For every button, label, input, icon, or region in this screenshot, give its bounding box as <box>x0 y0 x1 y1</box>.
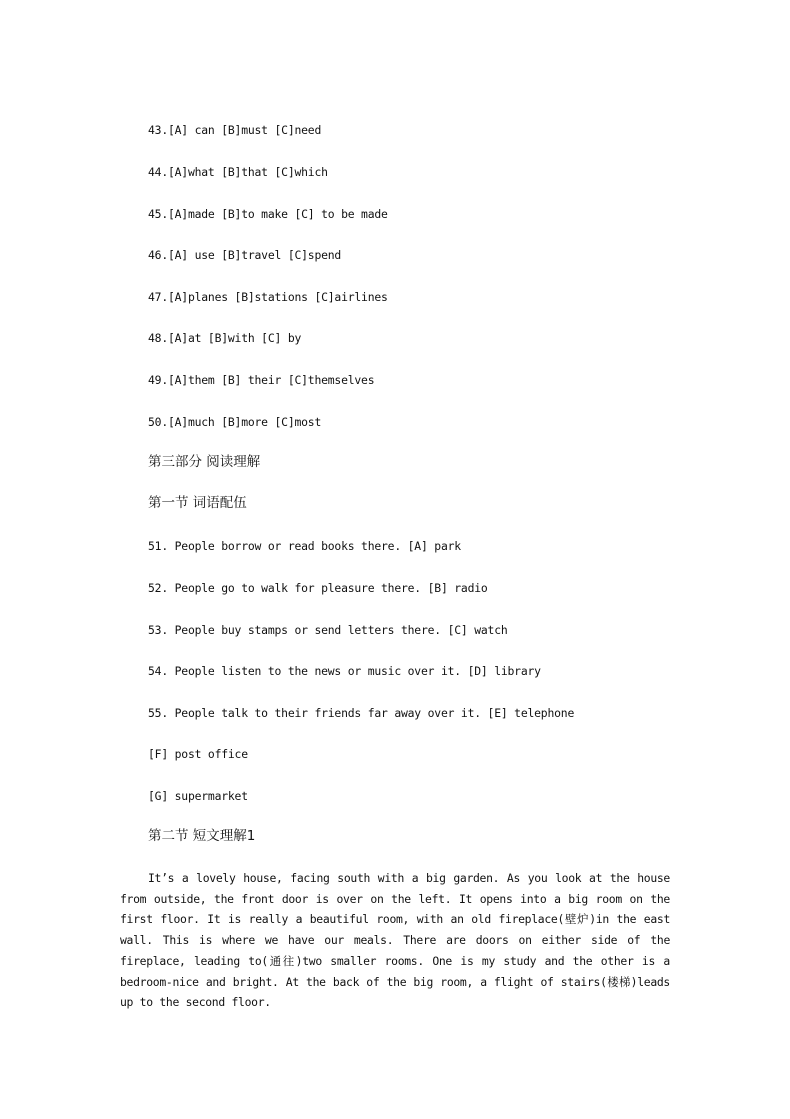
section1-heading: 第一节 词语配伍 <box>148 495 247 511</box>
question-46-options: 46.[A] use [B]travel [C]spend <box>148 248 342 262</box>
matching-item-53: 53. People buy stamps or send letters there. [C] watch <box>148 623 508 637</box>
part3-heading: 第三部分 阅读理解 <box>148 454 261 470</box>
matching-item-55: 55. People talk to their friends far away over it. [E] telephone <box>148 706 575 720</box>
reading-passage <box>120 868 670 1013</box>
matching-option-f: [F] post office <box>148 747 248 761</box>
question-45-options: 45.[A]made [B]to make [C] to be made <box>148 207 388 221</box>
matching-item-51: 51. People borrow or read books there. [A] park <box>148 539 461 553</box>
question-47-options: 47.[A]planes [B]stations [C]airlines <box>148 290 388 304</box>
matching-option-g: [G] supermarket <box>148 789 248 803</box>
question-43-options: 43.[A] can [B]must [C]need <box>148 123 322 137</box>
question-50-options: 50.[A]much [B]more [C]most <box>148 415 322 429</box>
matching-item-54: 54. People listen to the news or music over it. [D] library <box>148 664 541 678</box>
passage-text: It’s a lovely house, facing south with a big garden. As you look at the house from outside, the front door is over on the left. It opens into a big room on the first floor. It is really a beautiful room, with an old fireplace(壁炉)in the east wall. This is where we have our meals. There are doors on either side of the fireplace, leading to(通往)two smaller rooms. One is my study and the other is a bedroom-nice and bright. At the back of the big room, a flight of stairs(楼梯)leads up to the second floor. <box>120 871 670 1010</box>
question-48-options: 48.[A]at [B]with [C] by <box>148 331 302 345</box>
question-49-options: 49.[A]them [B] their [C]themselves <box>148 373 375 387</box>
question-44-options: 44.[A]what [B]that [C]which <box>148 165 328 179</box>
matching-item-52: 52. People go to walk for pleasure there. [B] radio <box>148 581 488 595</box>
section2-heading: 第二节 短文理解1 <box>148 828 256 844</box>
